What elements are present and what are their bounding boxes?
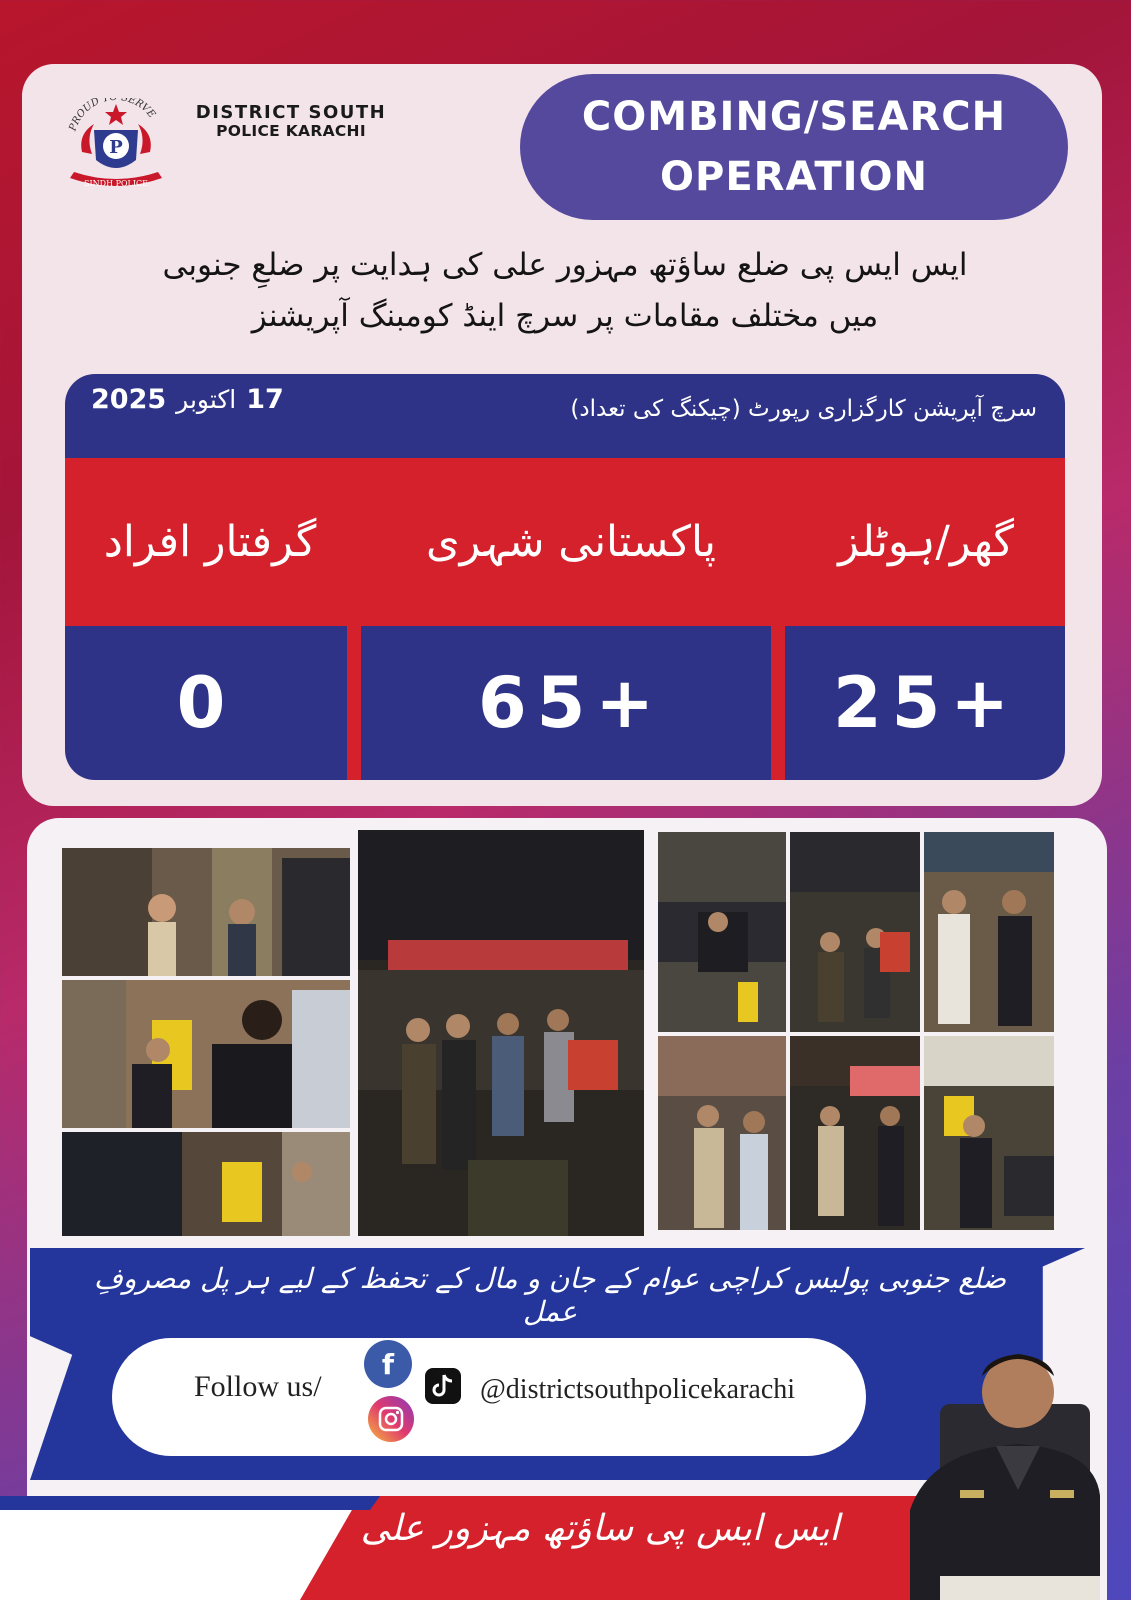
operation-photo [62, 848, 350, 976]
sindh-police-logo [60, 98, 172, 198]
title-line-1: COMBING/SEARCH [581, 94, 1007, 140]
operation-photo [62, 980, 350, 1128]
stats-table [65, 374, 1065, 780]
title-line-2: OPERATION [660, 154, 928, 200]
title-pill [520, 74, 1068, 220]
officer-photo [900, 1340, 1100, 1600]
date-month: اکتوبر [176, 385, 237, 414]
district-name [176, 104, 406, 139]
operation-photo [790, 832, 920, 1032]
value-citizens: 65+ [477, 662, 665, 744]
social-handle[interactable]: @districtsouthpolicekarachi [480, 1374, 796, 1405]
officer-name: ایس ایس پی ساؤتھ مہزور علی [360, 1508, 840, 1549]
column-divider [347, 626, 361, 780]
intro-heading [80, 240, 1050, 342]
follow-label: Follow us/ [194, 1370, 322, 1403]
operation-photo [790, 1036, 920, 1230]
value-houses: 25+ [832, 662, 1020, 744]
district-line-1: DISTRICT SOUTH [195, 102, 387, 123]
operation-photo [62, 1132, 350, 1236]
instagram-icon[interactable] [368, 1396, 414, 1442]
operation-photo [658, 832, 786, 1032]
operation-photo [924, 1036, 1054, 1230]
report-date [91, 384, 284, 415]
operation-photo [924, 832, 1054, 1032]
operation-photo [658, 1036, 786, 1230]
intro-line-1: ایس ایس پی ضلع ساؤتھ مہزور علی کی ہدایت پر ضلعِ جنوبی [162, 247, 968, 283]
slogan-text: ضلع جنوبی پولیس کراچی عوام کے جان و مال کے تحفظ کے لیے ہر پل مصروفِ عمل [93, 1262, 1007, 1328]
column-header-citizens: پاکستانی شہری [425, 517, 717, 567]
logo-text-bottom: SINDH POLICE [84, 179, 148, 188]
logo-text-top: PROUD T SERVE [67, 98, 158, 133]
facebook-icon[interactable] [364, 1340, 412, 1388]
date-day: 17 [246, 384, 284, 415]
column-header-arrested: گرفتار افراد [103, 517, 317, 567]
column-divider [771, 626, 785, 780]
page-title [559, 87, 1029, 207]
district-line-2: POLICE KARACHI [216, 121, 366, 140]
value-arrested: 0 [176, 662, 236, 744]
column-header-houses: گھر/ہوٹلز [838, 517, 1014, 567]
operation-photo [358, 830, 644, 1236]
tiktok-icon[interactable] [425, 1368, 461, 1404]
svg-text:P: P [109, 137, 123, 158]
report-title: سرچ آپریشن کارگزاری رپورٹ (چیکنگ کی تعداد) [570, 396, 1037, 422]
svg-text:f: f [381, 1348, 395, 1381]
intro-line-2: میں مختلف مقامات پر سرچ اینڈ کومبنگ آپریشنز [251, 298, 879, 335]
date-year: 2025 [91, 384, 167, 415]
